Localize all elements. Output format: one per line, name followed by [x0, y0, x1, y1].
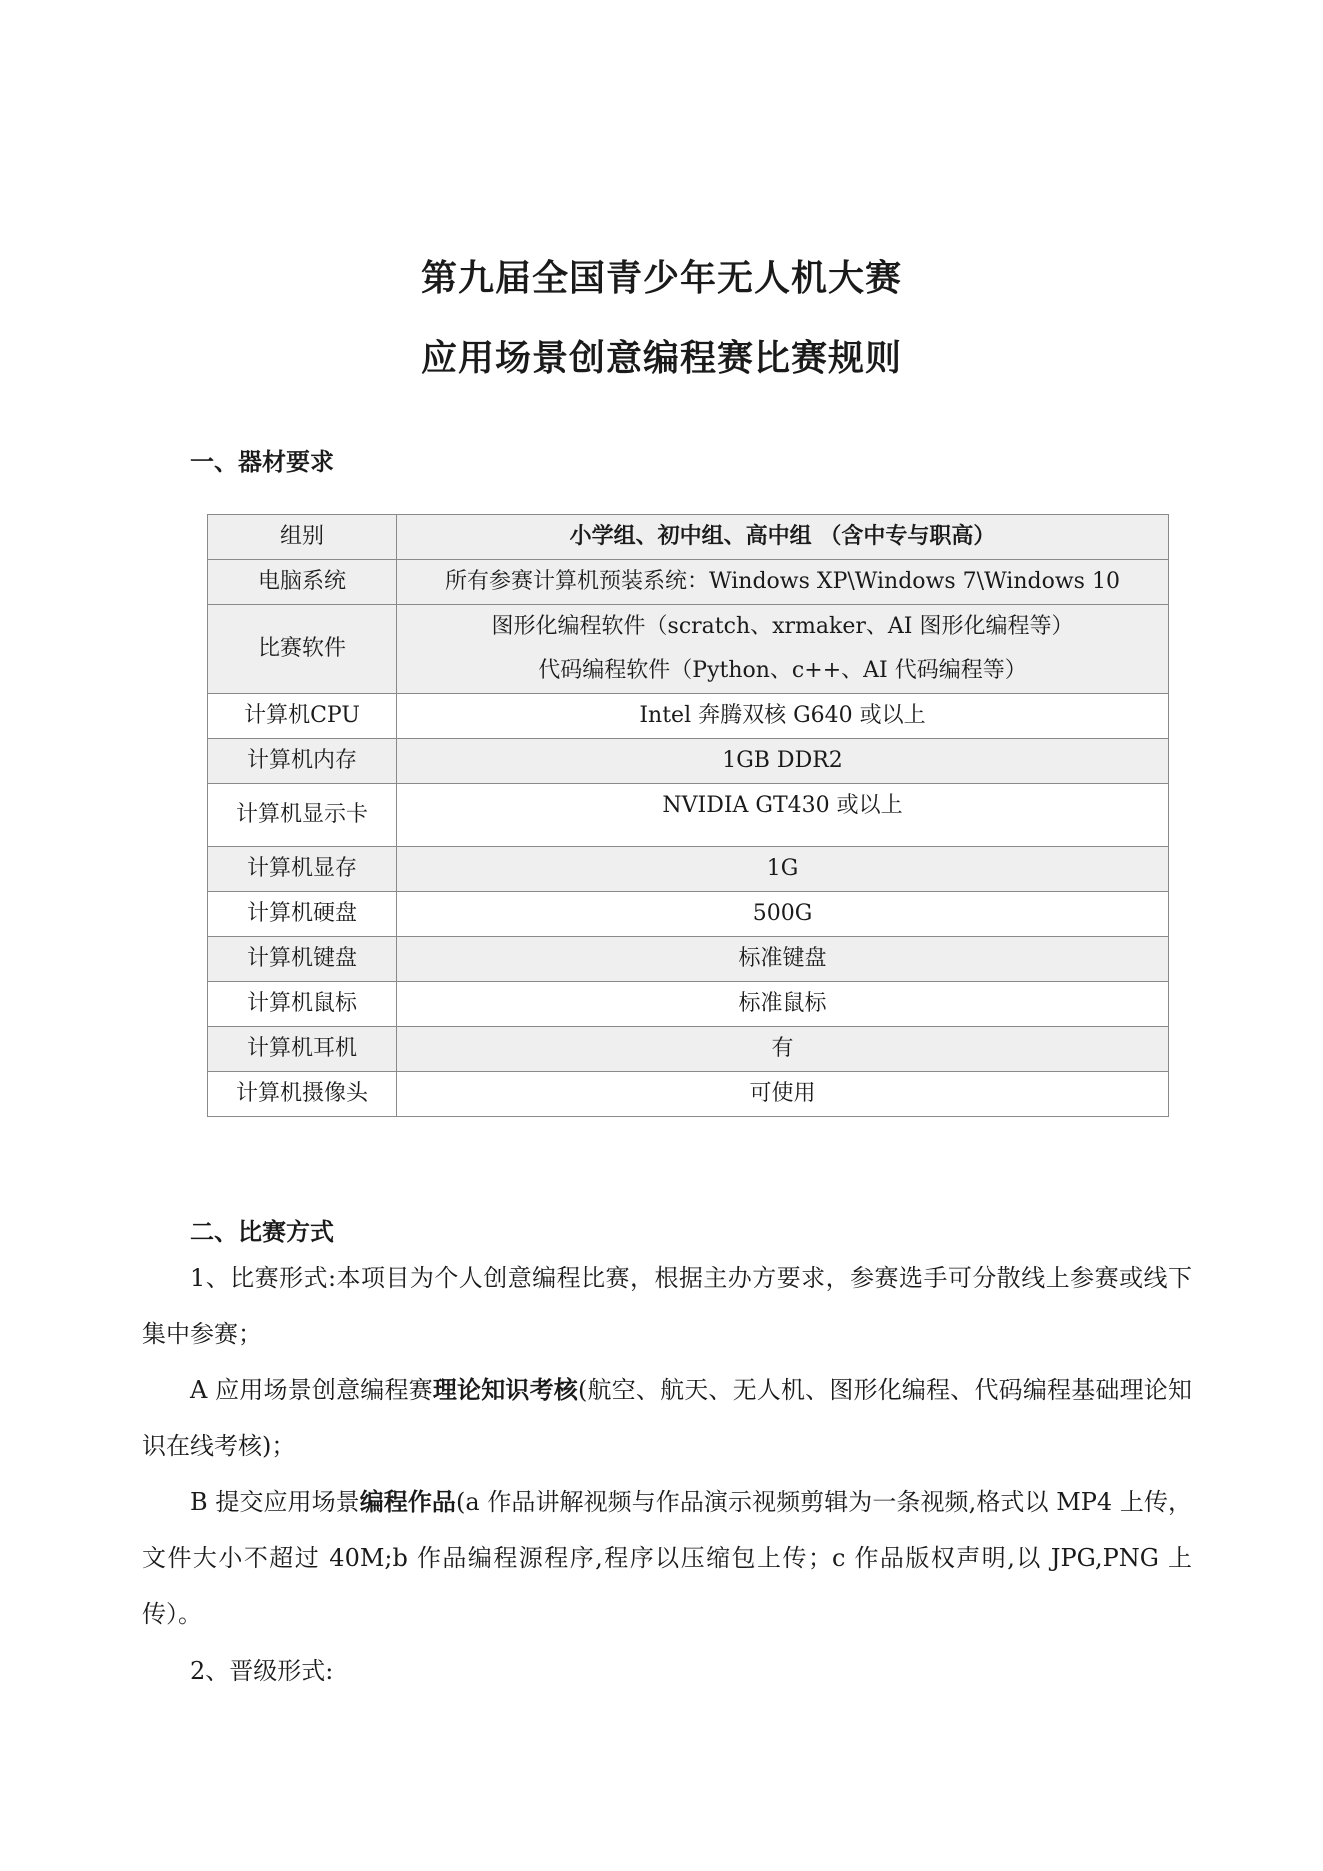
table-cell-label: 计算机鼠标 — [208, 982, 397, 1027]
section-heading-competition-format: 二、比赛方式 — [190, 1218, 334, 1246]
document-title: 第九届全国青少年无人机大赛 — [420, 258, 902, 299]
table-cell-label: 计算机硬盘 — [208, 892, 397, 937]
document-subtitle: 应用场景创意编程赛比赛规则 — [420, 338, 902, 379]
paragraph-emphasis: 编程作品 — [359, 1488, 456, 1516]
software-line-code: 代码编程软件（Python、c++、AI 代码编程等） — [538, 658, 1027, 683]
table-cell-value: 小学组、初中组、高中组 （含中专与职高） — [397, 515, 1169, 560]
table-row — [208, 784, 1169, 847]
table-cell-value: Intel 奔腾双核 G640 或以上 — [397, 694, 1169, 739]
paragraph-advancement — [142, 1643, 1192, 1699]
section-heading-equipment: 一、器材要求 — [190, 448, 334, 476]
table-cell-label: 电脑系统 — [208, 560, 397, 605]
table-cell-value: 有 — [397, 1027, 1169, 1072]
paragraph-suffix: (航空、航天、无人机、图形化编程、代码编程基础理论知识在线考核)； — [142, 1376, 1192, 1460]
paragraph-submission — [142, 1474, 1192, 1642]
table-cell-label: 计算机内存 — [208, 739, 397, 784]
paragraph-emphasis: 理论知识考核 — [432, 1376, 578, 1404]
paragraph-competition-form — [142, 1250, 1192, 1362]
table-cell-label: 比赛软件 — [208, 605, 397, 694]
table-row — [208, 847, 1169, 892]
table-row — [208, 1027, 1169, 1072]
table-cell-label: 计算机键盘 — [208, 937, 397, 982]
table-cell-value: 可使用 — [397, 1072, 1169, 1117]
table-row — [208, 982, 1169, 1027]
table-cell-label: 计算机摄像头 — [208, 1072, 397, 1117]
table-row — [208, 694, 1169, 739]
table-row — [208, 1072, 1169, 1117]
table-row — [208, 937, 1169, 982]
table-cell-value: 标准鼠标 — [397, 982, 1169, 1027]
equipment-table — [207, 514, 1169, 1117]
table-row — [208, 892, 1169, 937]
paragraph-suffix: (a 作品讲解视频与作品演示视频剪辑为一条视频,格式以 MP4 上传，文件大小不超过 40M;b 作品编程源程序,程序以压缩包上传；c 作品版权声明,以 JPG,PNG 上传）。 — [142, 1488, 1193, 1628]
table-cell-value: 标准键盘 — [397, 937, 1169, 982]
paragraph-text: 2、晋级形式: — [190, 1657, 334, 1685]
table-cell-label: 计算机耳机 — [208, 1027, 397, 1072]
table-cell-label: 计算机显存 — [208, 847, 397, 892]
table-cell-value: NVIDIA GT430 或以上 — [397, 784, 1169, 847]
table-header-row — [208, 515, 1169, 560]
paragraph-theory-exam — [142, 1362, 1192, 1474]
table-row — [208, 560, 1169, 605]
table-cell-label: 组别 — [208, 515, 397, 560]
table-cell-value: 1G — [397, 847, 1169, 892]
table-cell-value — [397, 605, 1169, 694]
table-cell-label: 计算机显示卡 — [208, 784, 397, 847]
table-row — [208, 605, 1169, 694]
paragraph-prefix: A 应用场景创意编程赛 — [190, 1376, 433, 1404]
table-row — [208, 739, 1169, 784]
table-cell-value: 500G — [397, 892, 1169, 937]
table-cell-label: 计算机CPU — [208, 694, 397, 739]
table-cell-value: 所有参赛计算机预装系统：Windows XP\Windows 7\Windows 10 — [397, 560, 1169, 605]
table-cell-value: 1GB DDR2 — [397, 739, 1169, 784]
software-line-graphical: 图形化编程软件（scratch、xrmaker、AI 图形化编程等） — [491, 614, 1074, 639]
paragraph-prefix: B 提交应用场景 — [190, 1488, 360, 1516]
paragraph-text: 1、比赛形式:本项目为个人创意编程比赛，根据主办方要求，参赛选手可分散线上参赛或线下集中参赛； — [142, 1264, 1192, 1348]
